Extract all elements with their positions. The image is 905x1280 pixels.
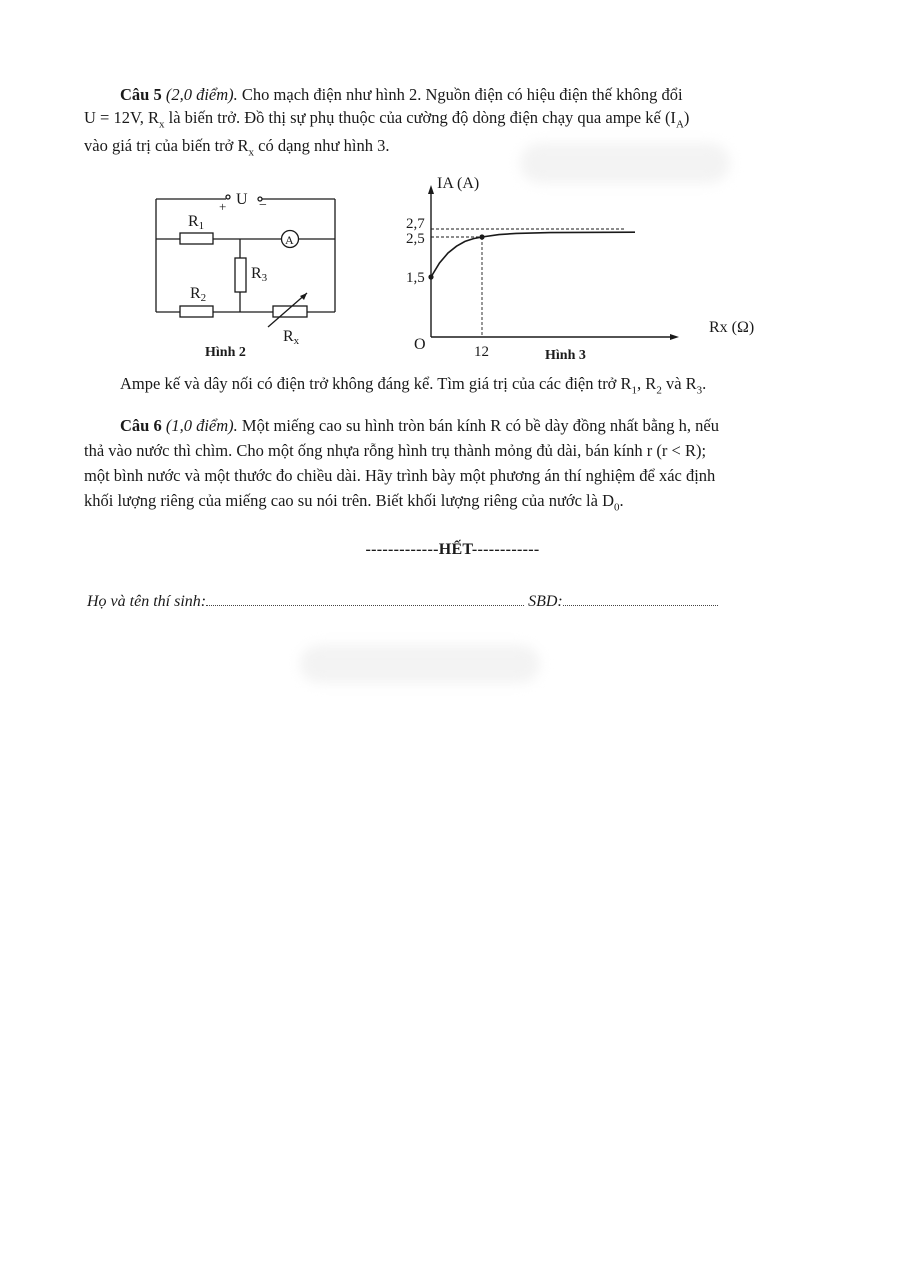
figure-3-caption: Hình 3	[545, 348, 586, 363]
question-5-label: Câu 5	[120, 85, 162, 104]
data-point	[428, 274, 433, 279]
scan-smudge	[300, 645, 540, 683]
y-tick-label: 1,5	[406, 270, 425, 286]
x-axis-label: Rx (Ω)	[709, 319, 755, 336]
resistor-r2	[180, 306, 213, 317]
circuit-diagram	[156, 195, 335, 327]
y-axis-arrow	[428, 185, 434, 194]
rx-label: Rx	[283, 328, 300, 347]
r1-label: R1	[188, 213, 205, 232]
y-tick-label: 2,7	[406, 216, 425, 232]
x-tick-label: 12	[474, 344, 489, 360]
ammeter-label: A	[285, 233, 294, 247]
sbd-field[interactable]	[563, 593, 718, 606]
figure-2-caption: Hình 2	[205, 345, 246, 360]
candidate-name-label: Họ và tên thí sinh:	[87, 593, 207, 610]
end-mark: -------------HẾT------------	[365, 541, 540, 558]
question-5-text: Câu 5 (2,0 điểm). Cho mạch điện như hình 2. Nguồn điện có hiệu điện thế không đổi U = 12V, $R_x$ là biến trở. Đồ thị sự phụ thuộc của cường độ dòng điện chạy qua ampe kế $(I_A)$ vào giá trị của biến trở $R_x$ có dạng như hình 3.	[84, 85, 690, 159]
question-5-task: Ampe kế và dây nối có điện trở không đáng kể. Tìm giá trị của các điện trở $R_1$, $R_2$ và $R_3$.	[120, 374, 707, 397]
data-point	[479, 234, 484, 239]
y-tick-label: 2,5	[406, 231, 425, 247]
candidate-info	[87, 593, 718, 611]
question-6-label: Câu 6	[120, 416, 162, 435]
plus-sign: +	[219, 199, 227, 214]
question-5-points: (2,0 điểm).	[165, 85, 238, 104]
source-terminal-plus	[226, 195, 230, 199]
r2-label: R2	[190, 285, 207, 304]
figures	[0, 0, 905, 400]
question-6-points: (1,0 điểm).	[165, 416, 238, 435]
candidate-name-field[interactable]	[206, 593, 524, 606]
resistor-r1	[180, 233, 213, 244]
sbd-label: SBD:	[528, 593, 563, 610]
source-label: U	[236, 191, 248, 208]
r3-label: R3	[251, 265, 268, 284]
graph-figure-3	[406, 185, 679, 360]
minus-sign: −	[259, 198, 267, 213]
question-6-text: Câu 6 (1,0 điểm). Một miếng cao su hình tròn bán kính R có bề dày đồng nhất bằng h, nếu thả vào nước thì chìm. Cho một ống nhựa rỗng hình trụ thành mỏng đủ dài, bán kính r (r < R); một bình nước và một thước đo chiều dài. Hãy trình bày một phương án thí nghiệm để xác định khối lượng riêng của miếng cao su nói trên. Biết khối lượng riêng của nước là $D_0$.	[84, 416, 719, 514]
origin-label: O	[414, 336, 426, 353]
data-curve	[431, 232, 635, 277]
resistor-r3	[235, 258, 246, 292]
y-axis-label: IA (A)	[437, 175, 480, 192]
x-axis-arrow	[670, 334, 679, 340]
rheostat-arrow	[268, 293, 307, 327]
